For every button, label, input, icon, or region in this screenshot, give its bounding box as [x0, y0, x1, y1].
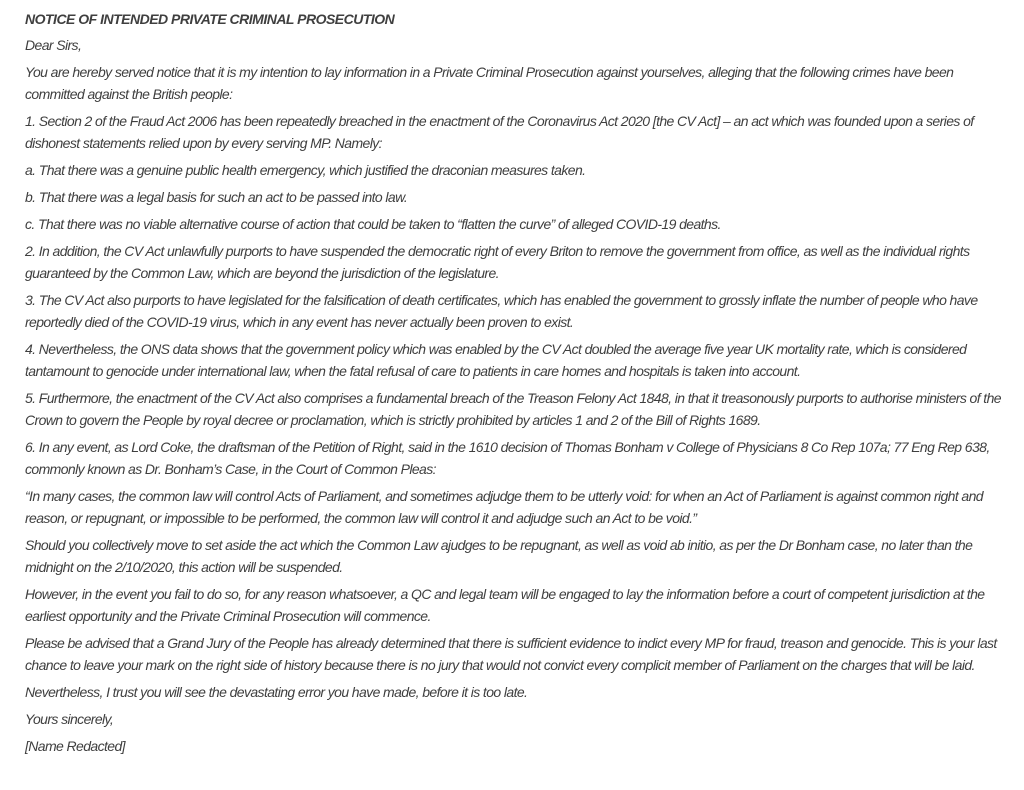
notice-intro: You are hereby served notice that it is my intention to lay information in a Private Criminal Prosecution against yourselves, alleging that the following crimes have been committed against the British people:: [25, 64, 954, 102]
closing: Yours sincerely,: [25, 711, 114, 727]
charge-3-death-certificates: 3. The CV Act also purports to have legislated for the falsification of death certificates, which has enabled the government to grossly inflate the number of people who have reportedly died of the COVID-19 virus, which in any event has never actually been proven to exist.: [25, 292, 978, 330]
charge-5-treason-felony: 5. Furthermore, the enactment of the CV Act also comprises a fundamental breach of the Treason Felony Act 1848, in that it treasonously purports to authorise ministers of the Crown to govern the People by royal decree or proclamation, which is strictly prohibited by articles 1 and 2 of the Bill of Rights 1689.: [25, 390, 1001, 428]
grand-jury-warning: Please be advised that a Grand Jury of the People has already determined that there is sufficient evidence to indict every MP for fraud, treason and genocide. This is your last chance to leave your mark on the right side of history because there is no jury that would not convict every complicit member of Parliament on the charges that will be laid.: [25, 635, 997, 673]
failure-consequence: However, in the event you fail to do so, for any reason whatsoever, a QC and legal team will be engaged to lay the information before a court of competent jurisdiction at the earliest opportunity and the Private Criminal Prosecution will commence.: [25, 586, 985, 624]
salutation: Dear Sirs,: [25, 37, 82, 53]
signature-redacted: [Name Redacted]: [25, 738, 125, 754]
charge-1a: a. That there was a genuine public health emergency, which justified the draconian measures taken.: [25, 162, 586, 178]
letter-title: NOTICE OF INTENDED PRIVATE CRIMINAL PROSECUTION: [25, 11, 395, 27]
charge-2-suspension-of-rights: 2. In addition, the CV Act unlawfully purports to have suspended the democratic right of every Briton to remove the government from office, as well as the individual rights guaranteed by the Common Law, which are beyond the jurisdiction of the legislature.: [25, 243, 970, 281]
charge-1c: c. That there was no viable alternative course of action that could be taken to “flatten the curve” of alleged COVID-19 deaths.: [25, 216, 721, 232]
dr-bonham-quote: “In many cases, the common law will control Acts of Parliament, and sometimes adjudge them to be utterly void: for when an Act of Parliament is against common right and reason, or repugnant, or impossible to be performed, the common law will control it and adjudge such an Act to be void.”: [25, 488, 983, 526]
suspension-condition: Should you collectively move to set aside the act which the Common Law ajudges to be repugnant, as well as void ab initio, as per the Dr Bonham case, no later than the midnight on the 2/10/2020, this action will be suspended.: [25, 537, 973, 575]
charge-6-dr-bonham-citation: 6. In any event, as Lord Coke, the draftsman of the Petition of Right, said in the 1610 decision of Thomas Bonham v College of Physicians 8 Co Rep 107a; 77 Eng Rep 638, commonly known as Dr. Bonham’s Case, in the Court of Common Pleas:: [25, 439, 990, 477]
charge-1b: b. That there was a legal basis for such an act to be passed into law.: [25, 189, 408, 205]
final-remark: Nevertheless, I trust you will see the devastating error you have made, before it is too late.: [25, 684, 528, 700]
charge-4-ons-mortality: 4. Nevertheless, the ONS data shows that the government policy which was enabled by the CV Act doubled the average five year UK mortality rate, which is considered tantamount to genocide under international law, when the fatal refusal of care to patients in care homes and hospitals is taken into account.: [25, 341, 967, 379]
charge-1-fraud-act: 1. Section 2 of the Fraud Act 2006 has been repeatedly breached in the enactment of the Coronavirus Act 2020 [the CV Act] – an act which was founded upon a series of dishonest statements relied upon by every serving MP. Namely:: [25, 113, 974, 151]
